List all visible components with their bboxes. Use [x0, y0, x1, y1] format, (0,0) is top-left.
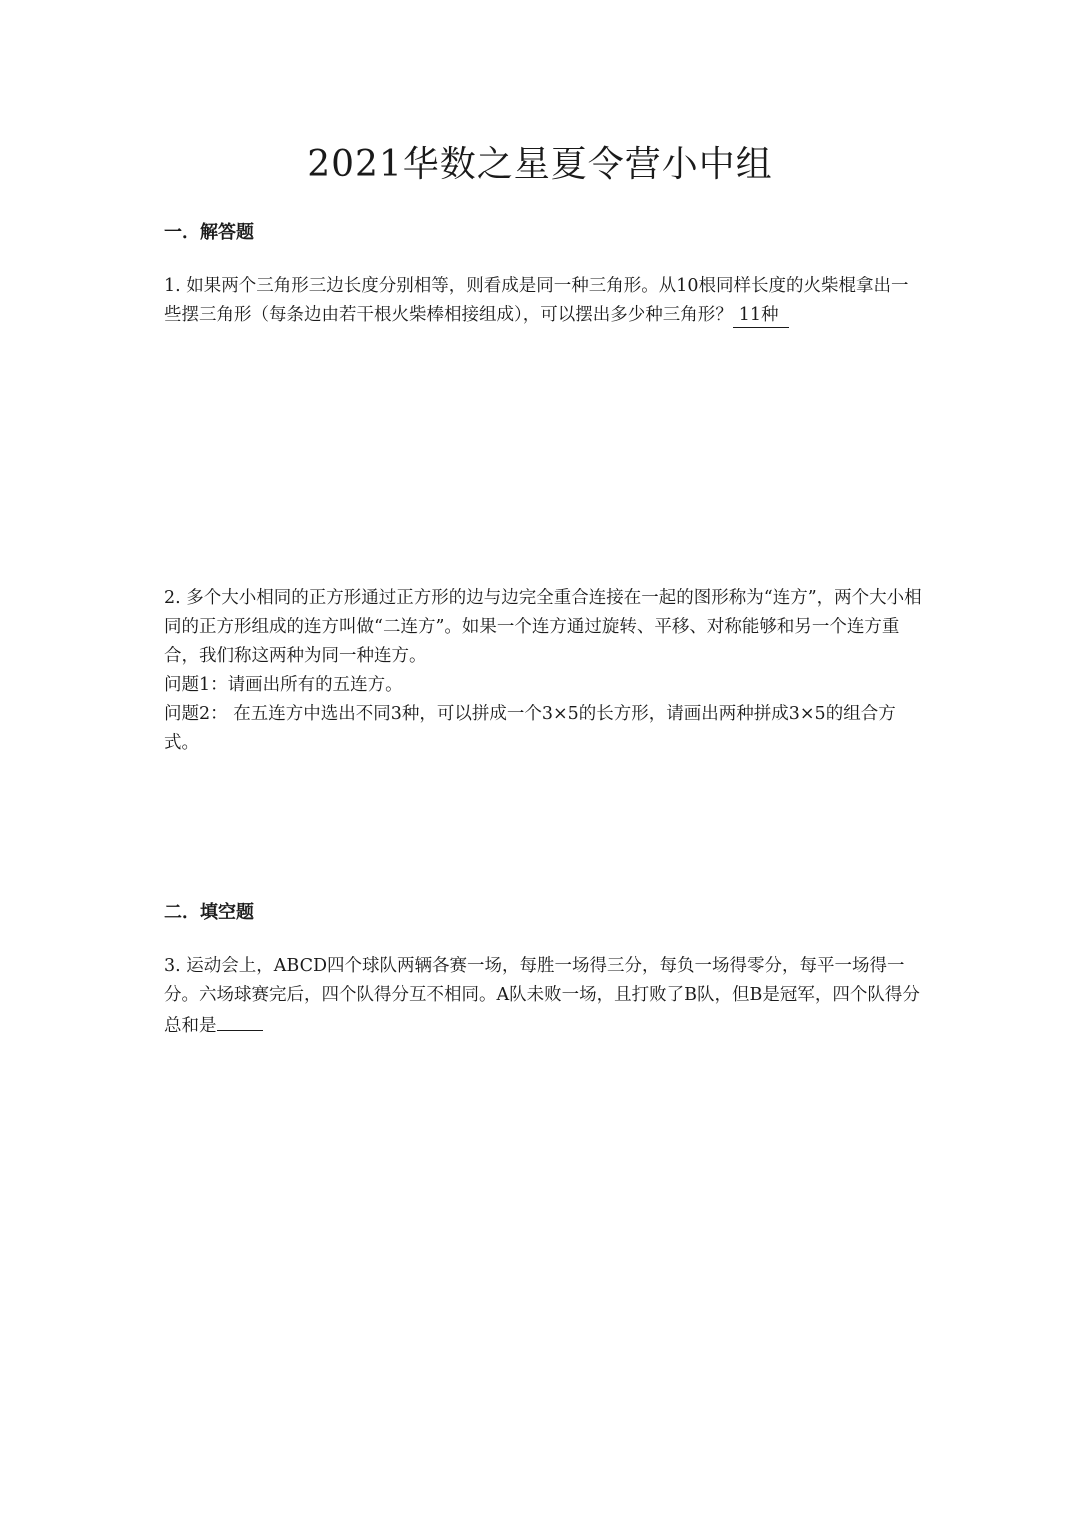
question-2-sub-1: 问题1：请画出所有的五连方。 — [164, 675, 403, 695]
question-1-number: 1. — [164, 276, 181, 296]
question-3-body — [164, 952, 924, 1041]
question-2 — [164, 584, 924, 758]
question-1-body — [164, 272, 924, 330]
question-1 — [164, 272, 924, 330]
question-2-body — [164, 584, 924, 671]
question-1-text: 如果两个三角形三边长度分别相等，则看成是同一种三角形。从10根同样长度的火柴棍拿出一些摆三角形（每条边由若干根火柴棒相接组成），可以摆出多少种三角形？ — [164, 276, 909, 325]
question-3-text: 运动会上，ABCD四个球队两辆各赛一场，每胜一场得三分，每负一场得零分，每平一场得一分。六场球赛完后，四个队得分互不相同。A队未败一场，且打败了B队，但B是冠军，四个队得分总和是 — [164, 956, 920, 1036]
section-heading-answer: 一．解答题 — [164, 222, 254, 243]
question-1-answer: 11种 — [733, 303, 789, 328]
section-heading-fill: 二．填空题 — [164, 902, 254, 923]
document-title: 2021华数之星夏令营小中组 — [307, 144, 773, 185]
question-2-text: 多个大小相同的正方形通过正方形的边与边完全重合连接在一起的图形称为“连方”，两个大小相同的正方形组成的连方叫做“二连方”。如果一个连方通过旋转、平移、对称能够和另一个连方重合，我们称这两种为同一种连方。 — [164, 588, 922, 666]
question-3 — [164, 952, 924, 1041]
question-3-blank — [217, 1010, 263, 1031]
question-2-number: 2. — [164, 588, 181, 608]
question-2-sub-2: 问题2： 在五连方中选出不同3种，可以拼成一个3×5的长方形，请画出两种拼成3×5的组合方式。 — [164, 704, 896, 753]
question-3-number: 3. — [164, 956, 181, 976]
